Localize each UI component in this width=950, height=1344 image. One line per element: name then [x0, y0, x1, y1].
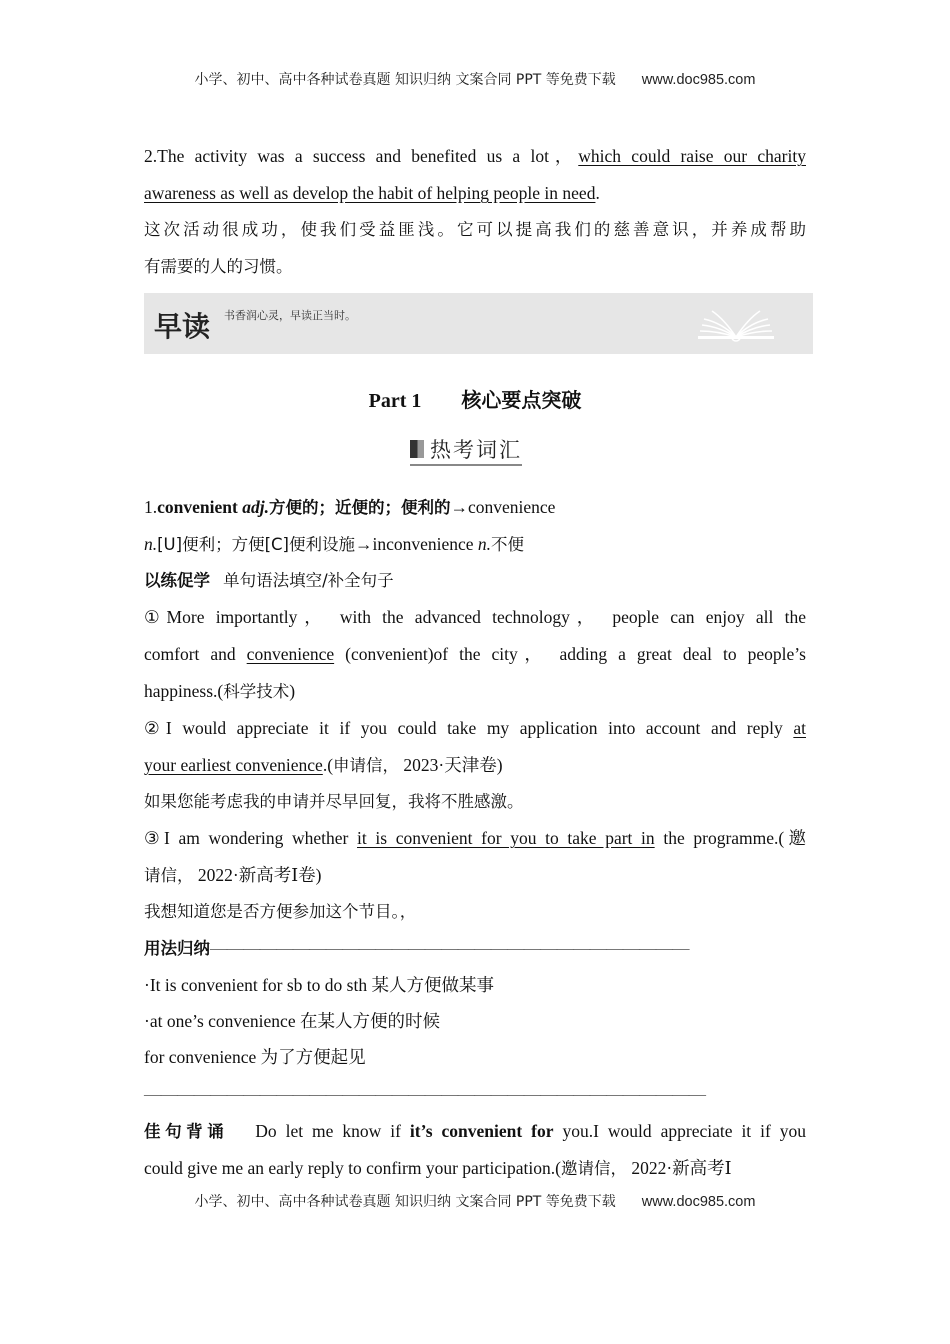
vocab-derived1: convenience [467, 497, 556, 517]
source: 申请信， [333, 756, 400, 775]
item3-line1 [144, 826, 806, 850]
pos: n. [144, 534, 158, 554]
item2-answer-cont: your earliest convenience [144, 755, 323, 775]
source: 科学技术 [223, 682, 290, 701]
banner-title: 早读 [154, 310, 211, 343]
item2-line1 [144, 716, 806, 740]
vocab-derived2: inconvenience [372, 534, 474, 554]
part-title: 核心要点突破 [461, 388, 582, 412]
source-year: 2022·新高考Ⅰ卷) [197, 865, 322, 885]
section-heading-text: 热考词汇 [430, 438, 522, 462]
practice-label: 以练促学 [144, 571, 210, 590]
usage-label: 用法归纳 [144, 939, 210, 958]
item2-translation: 如果您能考虑我的申请并尽早回复，我将不胜感激。 [144, 792, 524, 811]
meaning: 不便 [491, 535, 525, 554]
source-year: 2022·新高考Ⅰ [631, 1158, 732, 1178]
item1-line2 [144, 642, 806, 666]
item3-translation: 我想知道您是否方便参加这个节目。， [144, 902, 417, 921]
text: ③I am wondering whether [144, 828, 358, 848]
meaning: [U]便利；方便[C]便利设施 [157, 535, 355, 554]
vocab-headword-line [144, 495, 806, 520]
divider: ————————————————————————————— [210, 938, 689, 958]
text: (convenient)of the city， adding a great deal to people’s [334, 644, 806, 664]
usage-heading [144, 936, 806, 961]
banner-subtitle: 书香润心灵，早读正当时。 [224, 309, 356, 322]
item1-line3 [144, 679, 806, 704]
source: 邀请信， [560, 1159, 627, 1178]
text: ) [289, 681, 296, 701]
vocab-meaning: 方便的；近便的；便利的 [268, 498, 451, 517]
footer-text: 小学、初中、高中各种试卷真题 知识归纳 文案合同 PPT 等免费下载 [194, 1194, 616, 1210]
open-book-icon [696, 305, 776, 345]
pos: n. [477, 534, 492, 554]
highlight: it’s convenient for [409, 1121, 554, 1141]
page-header [0, 69, 950, 89]
item3-line2 [144, 863, 806, 888]
example2-translation-line1: 这次活动很成功，使我们受益匪浅。它可以提高我们的慈善意识，并养成帮助 [144, 220, 806, 239]
text: ②I would appreciate it if you could take my application into account and reply [144, 718, 794, 738]
item3-answer: it is convenient for you to take part in [357, 828, 655, 848]
part-heading [0, 384, 950, 413]
item2-line2 [144, 753, 806, 778]
part-label: Part 1 [368, 390, 422, 412]
vocab-line2 [144, 532, 806, 557]
footer-url[interactable]: www.doc985.com [641, 1194, 756, 1210]
practice-line [144, 568, 806, 593]
arrow-icon: → [354, 534, 373, 554]
example2-answer: which could raise our charity [578, 146, 806, 166]
text: could give me an early reply to confirm your participation.( [144, 1158, 561, 1178]
period: . [595, 183, 600, 203]
usage-end-divider: —————————————————————————————————— [144, 1084, 705, 1104]
item1-answer: convenience [246, 644, 335, 664]
section-heading [410, 435, 522, 466]
usage-entry: ·at one’s convenience 在某人方便的时候 [144, 1011, 440, 1031]
text: you.I would appreciate it if you [553, 1121, 807, 1141]
section-marker-icon [410, 440, 424, 458]
morning-reading-banner [144, 293, 813, 354]
usage-entry: ·It is convenient for sb to do sth 某人方便做某事 [144, 975, 494, 995]
example2-text: 2.The activity was a success and benefited us a lot， [144, 146, 579, 166]
source: 请信， [144, 866, 194, 885]
item2-answer: at [793, 718, 806, 738]
good-sentence-line1 [144, 1119, 806, 1144]
vocab-number: 1. [144, 497, 158, 517]
good-sentence-label: 佳句背诵 [144, 1122, 229, 1141]
source-year: 2023·天津卷) [403, 755, 503, 775]
text: happiness.( [144, 681, 224, 701]
vocab-pos: adj. [242, 497, 269, 517]
example2-answer-cont: awareness as well as develop the habit of helping people in need [144, 183, 596, 203]
header-url[interactable]: www.doc985.com [641, 72, 756, 88]
item1-line1: ①More importantly， with the advanced technology， people can enjoy all the [144, 607, 806, 627]
text: .( [322, 755, 334, 775]
arrow-icon: → [450, 497, 468, 517]
text: Do let me know if [255, 1121, 410, 1141]
good-sentence-line2 [144, 1156, 806, 1181]
page-footer [0, 1191, 950, 1211]
practice-desc: 单句语法填空/补全句子 [223, 571, 394, 590]
usage-entry: for convenience 为了方便起见 [144, 1047, 366, 1067]
example2-line1 [144, 144, 806, 168]
vocab-word: convenient [157, 497, 238, 517]
header-text: 小学、初中、高中各种试卷真题 知识归纳 文案合同 PPT 等免费下载 [194, 72, 616, 88]
text: the programme.(邀 [654, 828, 807, 848]
text: comfort and [144, 644, 247, 664]
example2-translation-line2: 有需要的人的习惯。 [144, 257, 293, 276]
example2-line2 [144, 181, 806, 205]
